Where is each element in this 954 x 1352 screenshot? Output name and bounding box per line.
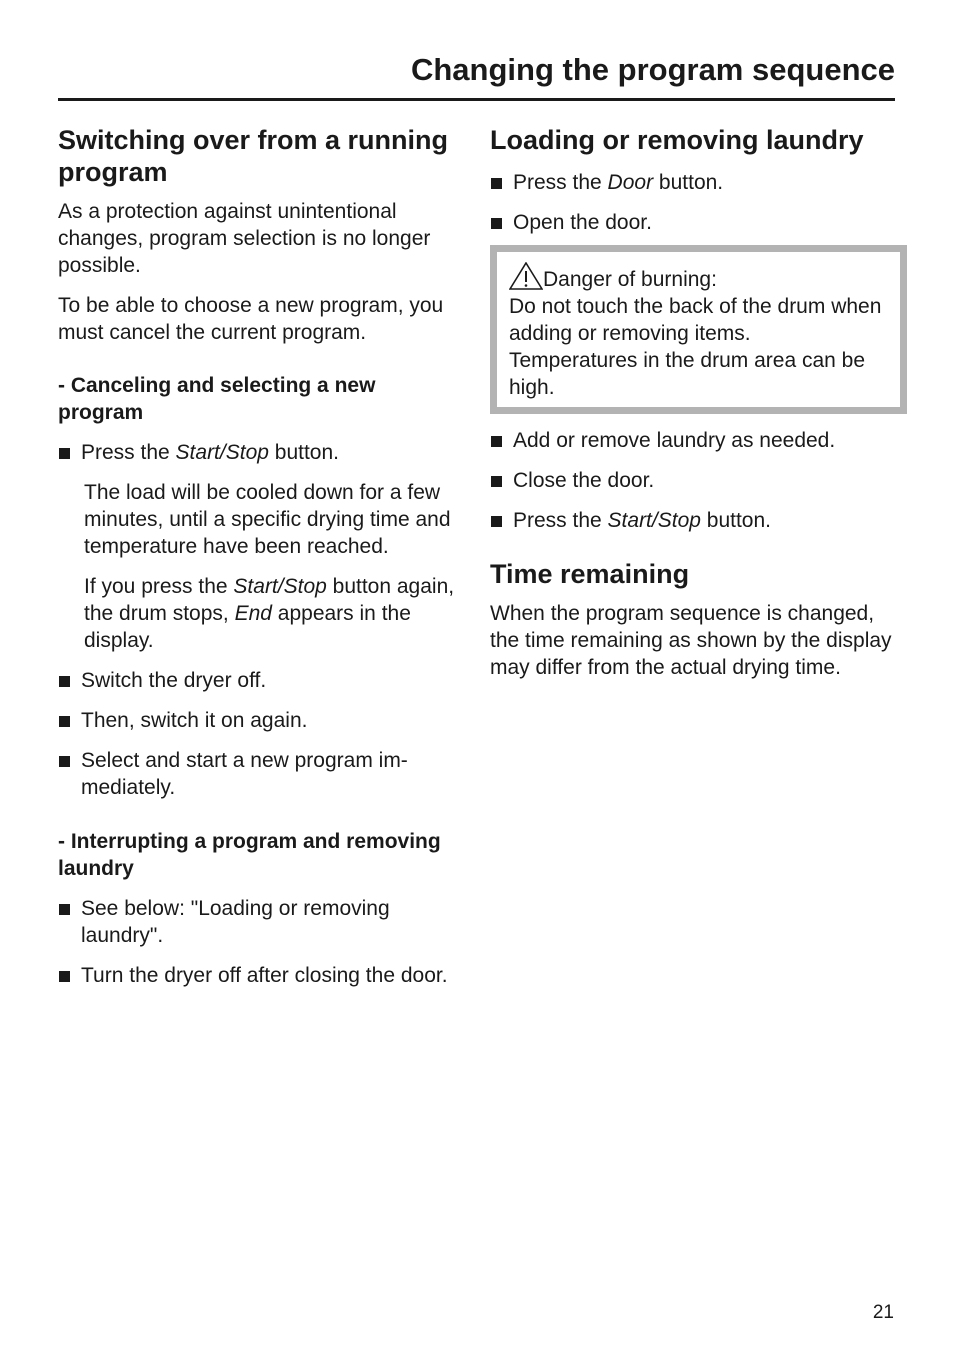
list-item: Close the door. [490,467,900,494]
warning-title: Danger of burning: [509,262,882,293]
list-item: Switch the dryer off. [58,667,458,694]
page-number: 21 [872,1302,894,1323]
warning-triangle-icon [509,262,543,290]
header-rule [58,98,895,101]
warning-box [490,245,907,414]
list-item: Press the Start/Stop button. [58,439,458,466]
subheading-canceling: - Canceling and selecting a new program [58,374,376,424]
list-item: Add or remove laundry as needed. [490,427,900,454]
section-heading-loading: Loading or removing laundry [490,125,864,155]
intro-paragraph-2: To be able to choose a new program, you must cancel the current program. [58,294,444,344]
subheading-interrupting: - Interrupting a program and removing laundry [58,830,441,880]
section-heading-switching: Switching over from a running program [58,125,449,187]
page-title: Changing the program sequence [410,52,895,87]
list-item: Press the Start/Stop button. [490,507,900,534]
warning-text: Do not touch the back of the drum when adding or removing items. Temperatures in the drum area can be high. [509,295,882,399]
time-paragraph: When the program sequence is changed, the time remaining as shown by the display may differ from the actual drying time. [490,602,892,679]
left-column [58,124,458,989]
list-item: Select and start a new program im-mediately. [58,747,458,801]
list-item: Then, switch it on again. [58,707,458,734]
list-item: Press the Door button. [490,169,900,196]
list-item: Turn the dryer off after closing the door. [58,962,458,989]
intro-paragraph-1: As a protection against unintentional changes, program selection is no longer possible. [58,200,431,277]
note-paragraph-2: If you press the Start/Stop button again, the drum stops, End appears in the display. [84,575,455,652]
section-heading-time: Time remaining [490,559,690,589]
list-item: See below: "Loading or removing laundry". [58,895,458,949]
note-paragraph-1: The load will be cooled down for a few minutes, until a specific drying time and temperature have been reached. [84,481,451,558]
list-item: Open the door. [490,209,900,236]
right-column [490,124,900,681]
